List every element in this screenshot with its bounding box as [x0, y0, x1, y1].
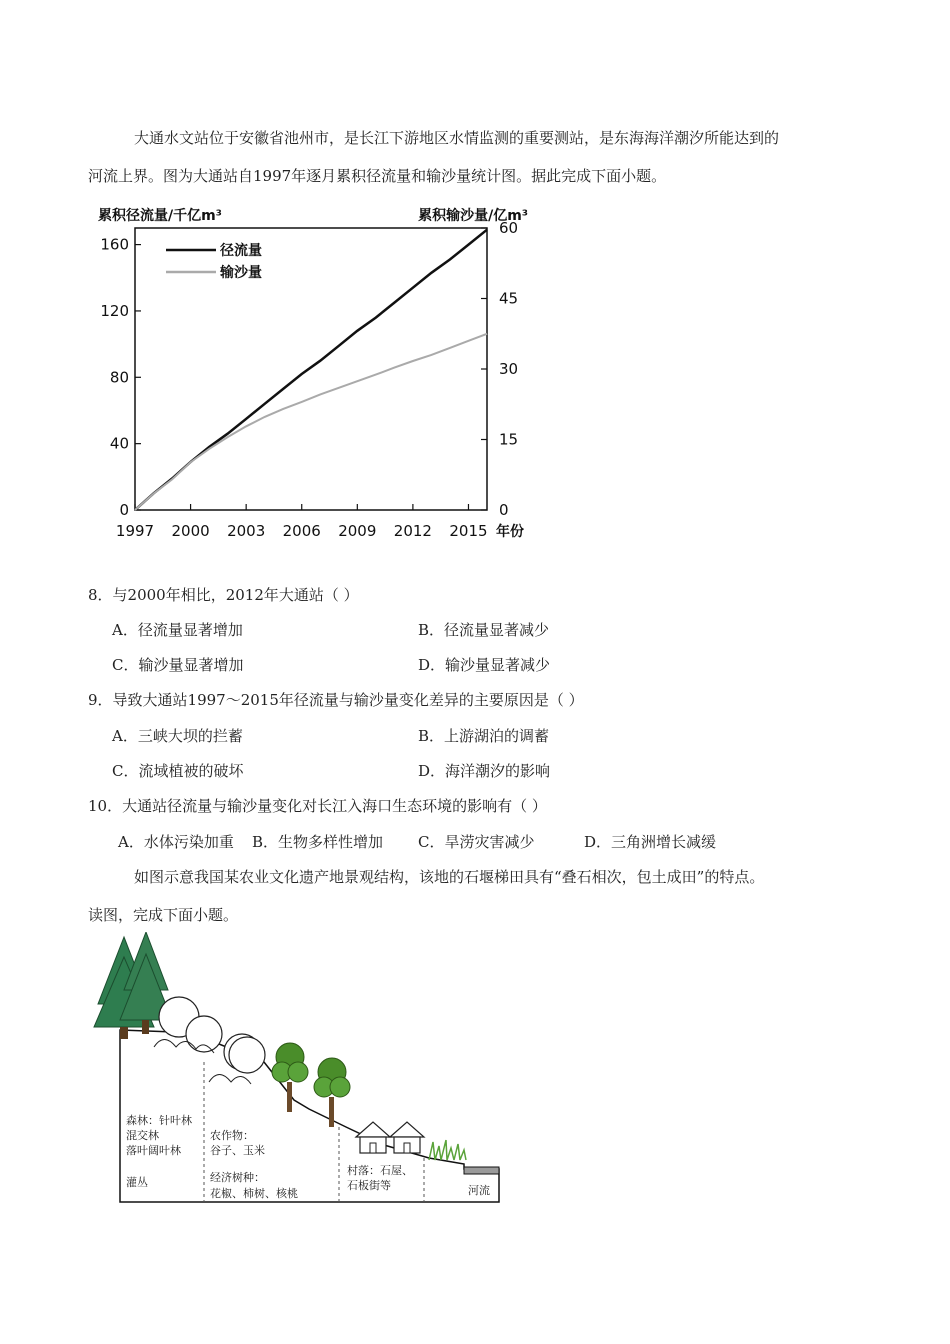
- label-village-2: 石板街等: [347, 1179, 391, 1192]
- left-tick-label: 80: [109, 368, 129, 387]
- house-2: [390, 1122, 424, 1153]
- deciduous-tree-2: [186, 1016, 222, 1052]
- label-forest-1: 森林：针叶林: [126, 1114, 192, 1127]
- right-tick-label: 45: [499, 289, 519, 308]
- right-axis-label: 累积输沙量/亿m³: [418, 208, 528, 224]
- label-crops-1: 农作物：: [210, 1129, 254, 1142]
- x-axis-label: 年份: [496, 524, 524, 540]
- q8-option-d[interactable]: D．输沙量显著减少: [418, 656, 551, 674]
- grass-patch: [429, 1140, 466, 1160]
- right-tick-label: 60: [499, 219, 519, 237]
- passage2-line1: 如图示意我国某农业文化遗产地景观结构，该地的石堰梯田具有“叠石相次，包土成田”的特点。: [134, 868, 765, 886]
- label-econ-2: 花椒、柿树、核桃: [210, 1187, 298, 1200]
- left-tick-label: 0: [119, 501, 129, 519]
- x-tick-label: 2006: [282, 522, 321, 540]
- passage2-line2: 读图，完成下面小题。: [88, 906, 239, 924]
- q10-option-d[interactable]: D．三角洲增长减缓: [584, 833, 717, 851]
- passage1-line1: 大通水文站位于安徽省池州市，是长江下游地区水情监测的重要测站，是东海海洋潮汐所能达到的: [134, 129, 780, 147]
- label-shrub: 灌丛: [126, 1176, 148, 1189]
- q8-stem: 8．与2000年相比，2012年大通站（ ）: [88, 586, 359, 604]
- left-tick-label: 120: [100, 301, 129, 320]
- house-1: [356, 1122, 390, 1153]
- label-econ-1: 经济树种：: [210, 1171, 265, 1184]
- left-axis-label: 累积径流量/千亿m³: [98, 208, 222, 224]
- runoff-sediment-chart: [88, 198, 538, 548]
- left-tick-label: 160: [100, 235, 129, 254]
- right-tick-label: 15: [499, 430, 519, 449]
- x-tick-label: 1997: [115, 522, 155, 540]
- q9-option-b[interactable]: B．上游湖泊的调蓄: [418, 727, 550, 745]
- x-tick-label: 2009: [338, 522, 377, 540]
- q10-option-a[interactable]: A．水体污染加重: [118, 833, 234, 851]
- q9-stem: 9．导致大通站1997～2015年径流量与输沙量变化差异的主要原因是（ ）: [88, 691, 584, 709]
- label-forest-2: 混交林: [126, 1129, 159, 1142]
- q8-option-a[interactable]: A．径流量显著增加: [112, 621, 243, 639]
- q9-option-d[interactable]: D．海洋潮汐的影响: [418, 762, 551, 780]
- landscape-figure: [84, 932, 504, 1207]
- label-village-1: 村落：石屋、: [347, 1164, 413, 1177]
- legend-label-runoff: 径流量: [220, 243, 262, 259]
- q8-option-b[interactable]: B．径流量显著减少: [418, 621, 550, 639]
- river-band: [464, 1167, 499, 1174]
- x-tick-label: 2015: [449, 522, 488, 540]
- right-tick-label: 0: [499, 501, 509, 519]
- q8-option-c[interactable]: C．输沙量显著增加: [112, 656, 244, 674]
- deciduous-tree-4: [229, 1037, 265, 1073]
- q10-stem: 10．大通站径流量与输沙量变化对长江入海口生态环境的影响有（ ）: [88, 797, 547, 815]
- series-line-sediment: [135, 334, 487, 510]
- right-tick-label: 30: [499, 360, 519, 378]
- x-tick-label: 2000: [171, 522, 210, 540]
- q10-option-c[interactable]: C．旱涝灾害减少: [418, 833, 535, 851]
- x-tick-label: 2012: [393, 522, 432, 540]
- legend-label-sediment: 输沙量: [220, 265, 262, 281]
- x-tick-label: 2003: [227, 522, 266, 540]
- q9-option-a[interactable]: A．三峡大坝的拦蓄: [112, 727, 243, 745]
- q10-option-b[interactable]: B．生物多样性增加: [252, 833, 384, 851]
- left-tick-label: 40: [109, 434, 129, 453]
- q9-option-c[interactable]: C．流域植被的破坏: [112, 762, 244, 780]
- label-river: 河流: [468, 1184, 490, 1197]
- label-crops-2: 谷子、玉米: [210, 1144, 265, 1157]
- label-forest-3: 落叶阔叶林: [126, 1144, 181, 1157]
- passage1-line2: 河流上界。图为大通站自1997年逐月累积径流量和输沙量统计图。据此完成下面小题。: [88, 167, 667, 185]
